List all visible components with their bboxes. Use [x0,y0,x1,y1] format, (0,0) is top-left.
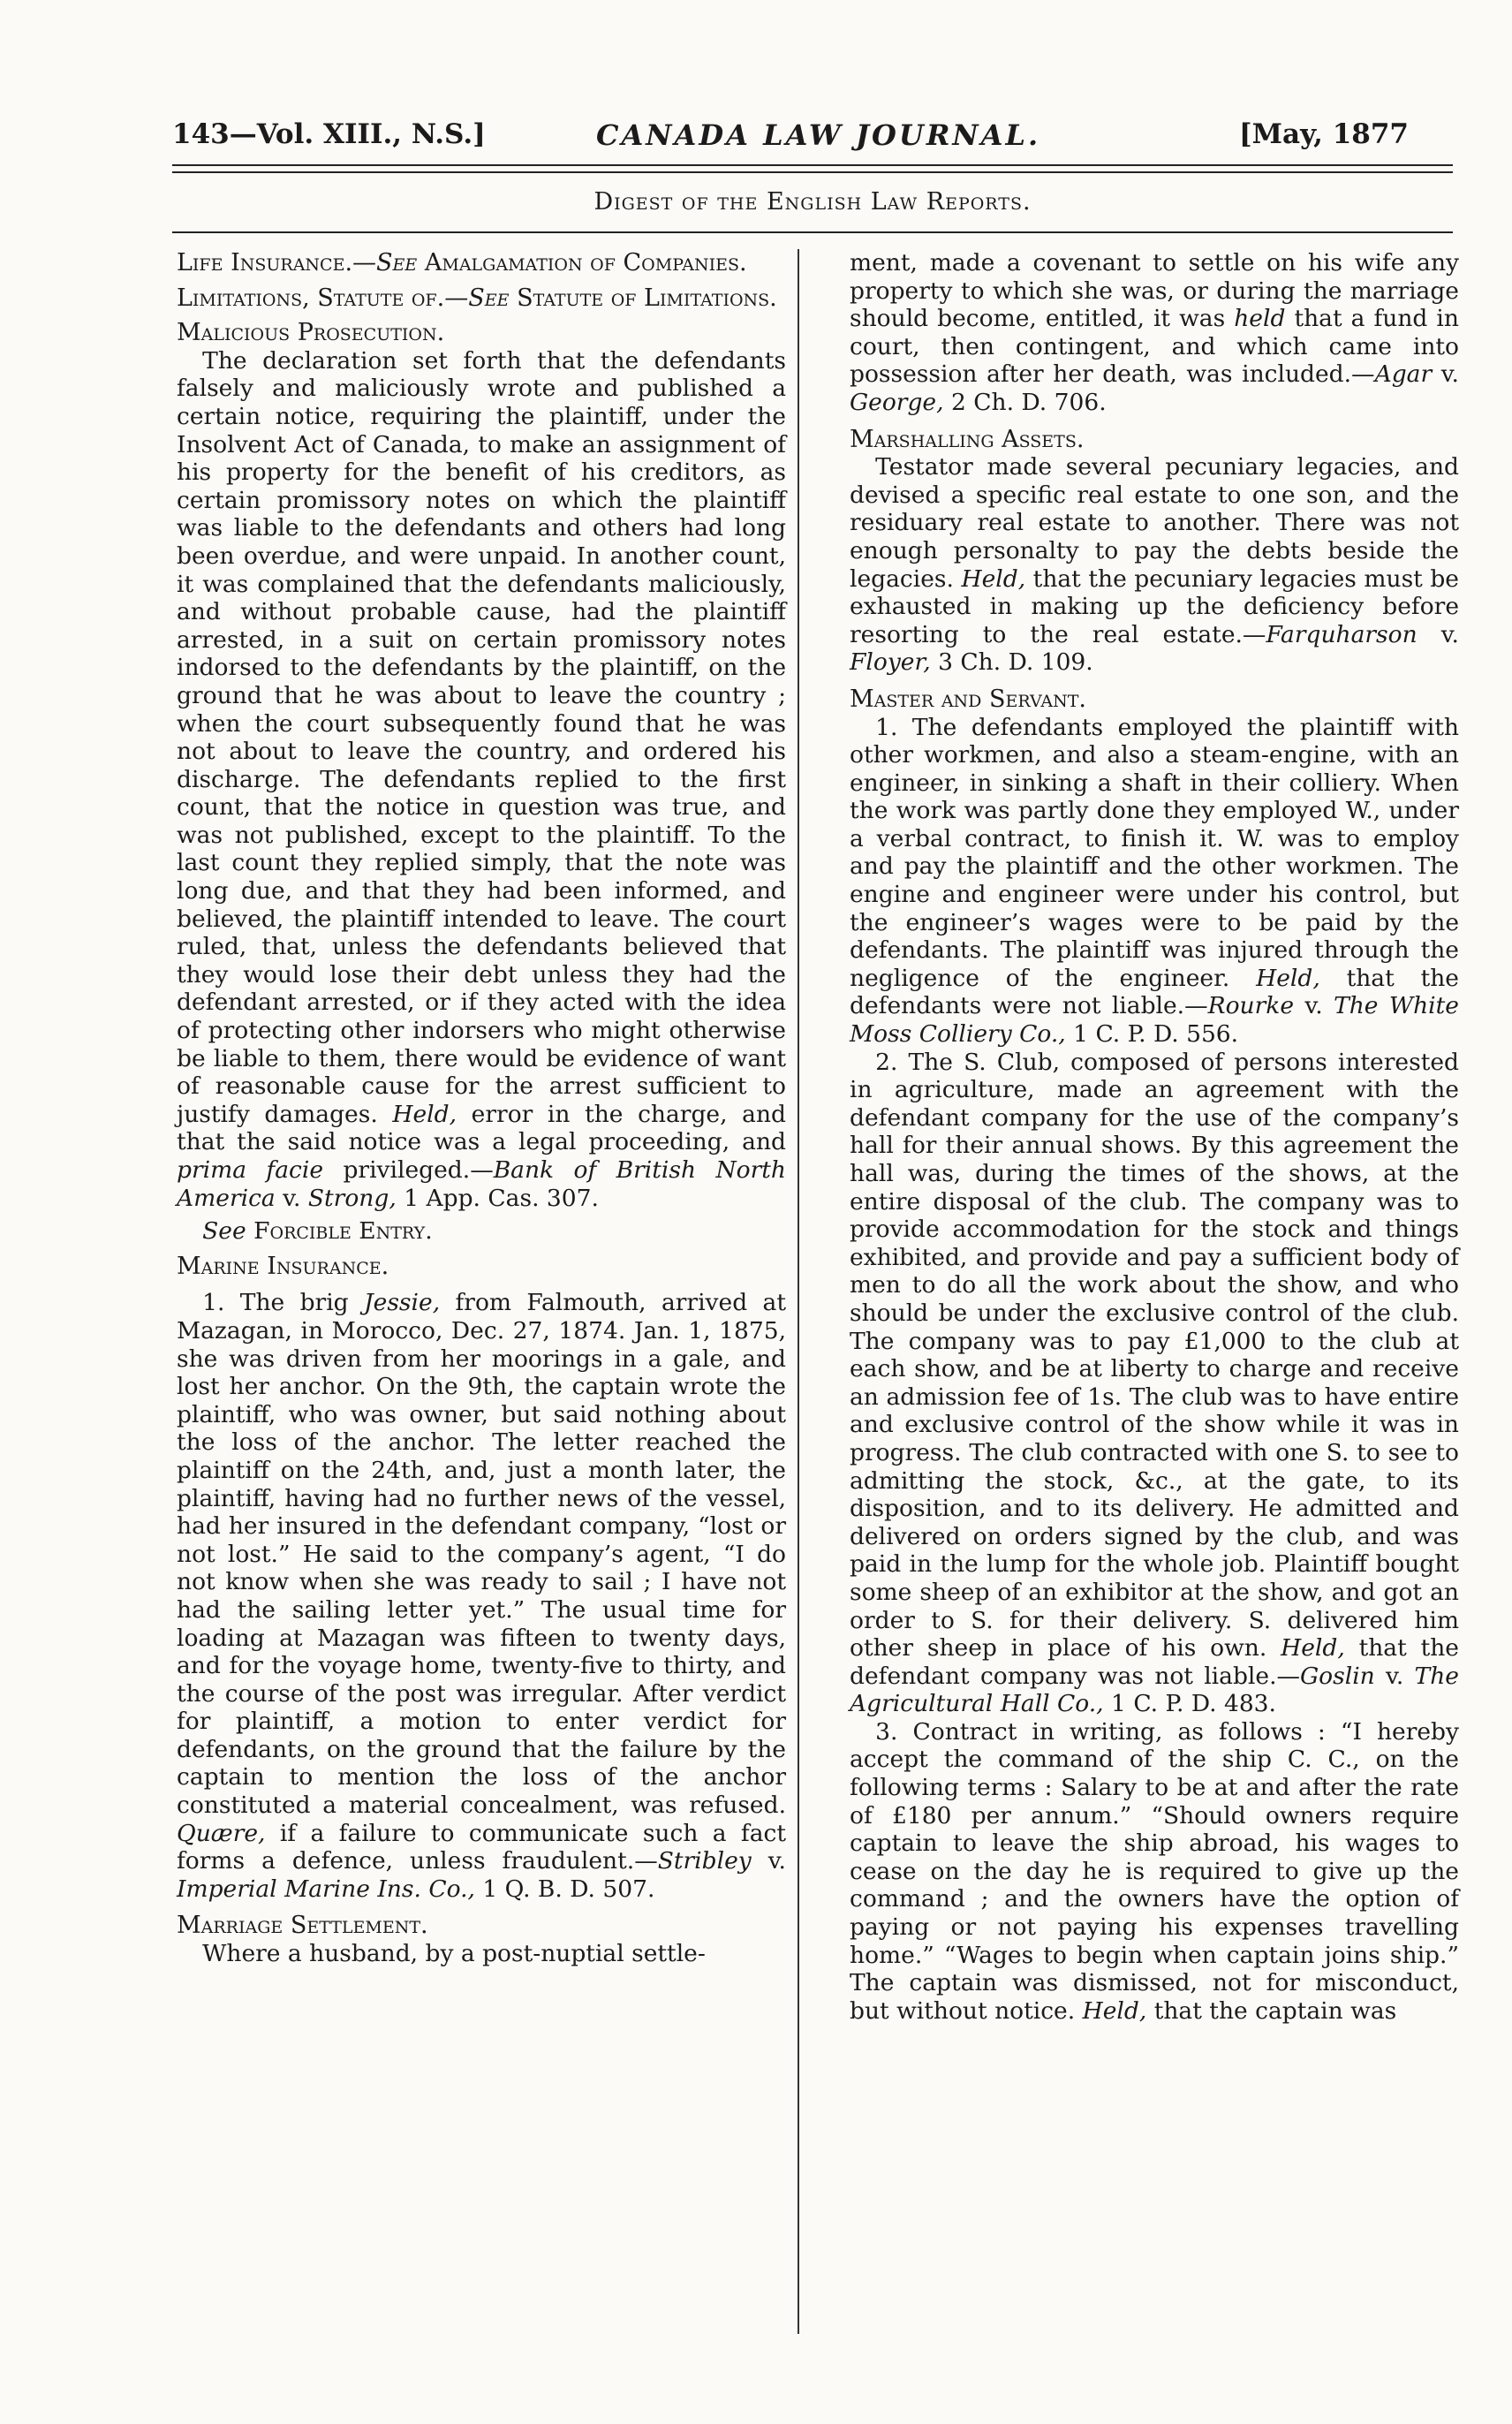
see-reference-forcible-entry: See Forcible Entry. [202,1217,433,1246]
entry-heading-limitations: Limitations, Statute of.—See Statute of Limitations. [177,284,777,312]
running-head [172,113,1453,157]
section-title: Digest of the English Law Reports. [593,188,1032,216]
header-rule-top [172,164,1453,166]
left-column [177,249,786,1968]
issue-date: [May, 1877 [1239,118,1409,150]
entry-text-malicious-prosecution: The declaration set forth that the defendants falsely and maliciously wrote and published a certain notice, requiring the plaintiff, under the Insolvent Act of Canada, to make an assignment of his property for the benefit of his creditors, as certain promissory notes on which the plaintiff was liable to the defendants and others had long been overdue, and were unpaid. In another count, it was complained that the defendants maliciously, and without probable cause, had the plaintiff arrested, in a suit on certain promissory notes indorsed to the defendants by the plaintiff, on the ground that he was about to leave the country ; when the court subsequently found that he was not about to leave the country, and ordered his discharge. The defendants replied to the first count, that the notice in question was true, and was not published, except to the plaintiff. To the last count they replied simply, that the note was long due, and that they had been informed, and believed, the plaintiff intended to leave. The court ruled, that, unless the defendants believed that they would lose their debt unless they had the defendant arrested, or if they acted with the idea of protecting other indorsers who might otherwise be liable to them, there would be evidence of want of reasonable cause for the arrest sufficient to justify damages. Held, error in the charge, and that the said notice was a legal proceeding, and prima facie privileged.—Bank of British North America v. Strong, 1 App. Cas. 307. [177,346,786,1212]
entry-heading-marshalling-assets: Marshalling Assets. [850,425,1085,453]
entry-text-master-servant-2: 2. The S. Club, composed of persons interested in agriculture, made an agreement with the defendant company for the use of the company’s hall for their annual shows. By this agreement the hall was, during the times of the shows, at the entire disposal of the club. The company was to provide accommodation for the stock and things exhibited, and provide and pay a sufficient body of men to do all the work about the show, and who should be under the exclusive control of the club. The company was to pay £1,000 to the club at each show, and be at liberty to charge and receive an admission fee of 1s. The club was to have entire and exclusive control of the show while it was in progress. The club contracted with one S. to see to admitting the stock, &c., at the gate, to its disposition, and to its delivery. He admitted and delivered on orders signed by the club, and was paid in the lump for the whole job. Plaintiff bought some sheep of an exhibitor at the show, and got an order to S. for their delivery. S. delivered him other sheep in place of his own. Held, that the defendant company was not liable.—Goslin v. The Agricultural Hall Co., 1 C. P. D. 483. [850,1048,1459,1718]
section-rule [172,231,1453,233]
entry-text-marine-insurance: 1. The brig Jessie, from Falmouth, arrived at Mazagan, in Morocco, Dec. 27, 1874. Jan. 1, 1875, she was driven from her moorings in a gale, and lost her anchor. On the 9th, the captain wrote the plaintiff, who was owner, but said nothing about the loss of the anchor. The letter reached the plaintiff on the 24th, and, just a month later, the plaintiff, having had no further news of the vessel, had her insured in the defendant company, “lost or not lost.” He said to the company’s agent, “I do not know when she was ready to sail ; I have not had the sailing letter yet.” The usual time for loading at Mazagan was fifteen to twenty days, and for the voyage home, twenty-five to thirty, and the course of the post was irregular. After verdict for plaintiff, a motion to enter verdict for defendants, on the ground that the failure by the captain to mention the loss of the anchor constituted a material concealment, was refused. Quære, if a failure to communicate such a fact forms a defence, unless fraudulent.—Stribley v. Imperial Marine Ins. Co., 1 Q. B. D. 507. [177,1289,786,1903]
right-column [850,249,1459,2025]
journal-title: CANADA LAW JOURNAL. [596,118,1041,152]
entry-text-marriage-settlement-continued: ment, made a covenant to settle on his wife any property to which she was, or during the marriage should become, entitled, it was held that a fund in court, then contingent, and which came into possession after her death, was included.—Agar v. George, 2 Ch. D. 706. [850,249,1459,416]
entry-heading-marriage-settlement: Marriage Settlement. [177,1912,428,1940]
entry-text-master-servant-1: 1. The defendants employed the plaintiff with other workmen, and also a steam-engine, with an engineer, in sinking a shaft in their colliery. When the work was partly done they employed W., under a verbal contract, to finish it. W. was to employ and pay the plaintiff and the other workmen. The engine and engineer were under his control, but the engineer’s wages were to be paid by the defendants. The plaintiff was injured through the negligence of the engineer. Held, that the defendants were not liable.—Rourke v. The White Moss Colliery Co., 1 C. P. D. 556. [850,713,1459,1049]
entry-text-marriage-settlement: Where a husband, by a post-nuptial settle- [202,1940,706,1968]
entry-heading-marine-insurance: Marine Insurance. [177,1252,389,1280]
entry-text-marshalling-assets: Testator made several pecuniary legacies, and devised a specific real estate to one son, and the residuary real estate to another. There was not enough personalty to pay the debts beside the legacies. Held, that the pecuniary legacies must be exhausted in making up the deficiency before resorting to the real estate.—Farquharson v. Floyer, 3 Ch. D. 109. [850,453,1459,677]
entry-text-master-servant-3: 3. Contract in writing, as follows : “I hereby accept the command of the ship C. C., on the following terms : Salary to be at and after the rate of £180 per annum.” “Should owners require captain to leave the ship abroad, his wages to cease on the day he is required to give up the command ; and the owners have the option of paying or not paying his expenses travelling home.” “Wages to begin when captain joins ship.” The captain was dismissed, not for misconduct, but without notice. Held, that the captain was [850,1717,1459,2025]
entry-heading-master-and-servant: Master and Servant. [850,685,1087,713]
header-rule-bottom [172,171,1453,173]
column-divider [798,249,799,2334]
page-volume-label: 143—Vol. XIII., N.S.] [172,118,486,150]
entry-heading-malicious-prosecution: Malicious Prosecution. [177,319,445,347]
entry-heading-life-insurance: Life Insurance.—See Amalgamation of Companies. [177,249,747,276]
